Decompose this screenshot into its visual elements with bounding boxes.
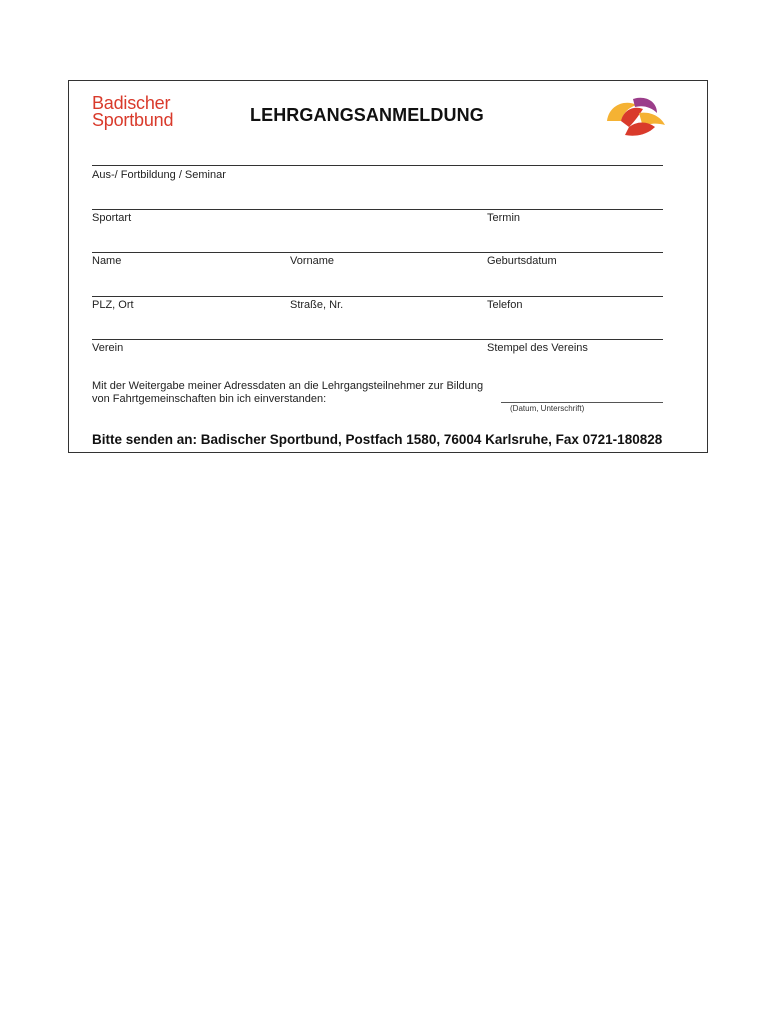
- first-name-label: Vorname: [290, 255, 335, 267]
- address-line[interactable]: [92, 296, 663, 297]
- registration-form: [68, 80, 708, 453]
- signature-caption: (Datum, Unterschrift): [510, 404, 585, 413]
- date-label: Termin: [487, 212, 521, 224]
- club-line[interactable]: [92, 339, 663, 340]
- brand-wordmark: [92, 95, 173, 129]
- sport-label: Sportart: [92, 212, 132, 224]
- course-line[interactable]: [92, 165, 663, 166]
- club-label: Verein: [92, 342, 124, 354]
- brand-line-1: Badischer: [92, 93, 171, 113]
- signature-line[interactable]: [501, 402, 663, 403]
- course-label: Aus-/ Fortbildung / Seminar: [92, 169, 226, 181]
- consent-line-2: von Fahrtgemeinschaften bin ich einverstanden:: [92, 393, 327, 405]
- send-to-address: Bitte senden an: Badischer Sportbund, Postfach 1580, 76004 Karlsruhe, Fax 0721-180828: [92, 432, 663, 447]
- consent-line-1: Mit der Weitergabe meiner Adressdaten an die Lehrgangsteilnehmer zur Bildung: [92, 380, 484, 392]
- name-line[interactable]: [92, 252, 663, 253]
- sportbund-swirl-logo-icon: [599, 91, 671, 141]
- street-label: Straße, Nr.: [290, 299, 344, 311]
- form-title: LEHRGANGSANMELDUNG: [250, 105, 484, 125]
- zip-city-label: PLZ, Ort: [92, 299, 134, 311]
- club-stamp-label: Stempel des Vereins: [487, 342, 588, 354]
- sport-date-line[interactable]: [92, 209, 663, 210]
- birth-date-label: Geburtsdatum: [487, 255, 557, 267]
- name-label: Name: [92, 255, 122, 267]
- phone-label: Telefon: [487, 299, 523, 311]
- consent-text: [92, 380, 483, 406]
- brand-line-2: Sportbund: [92, 110, 174, 130]
